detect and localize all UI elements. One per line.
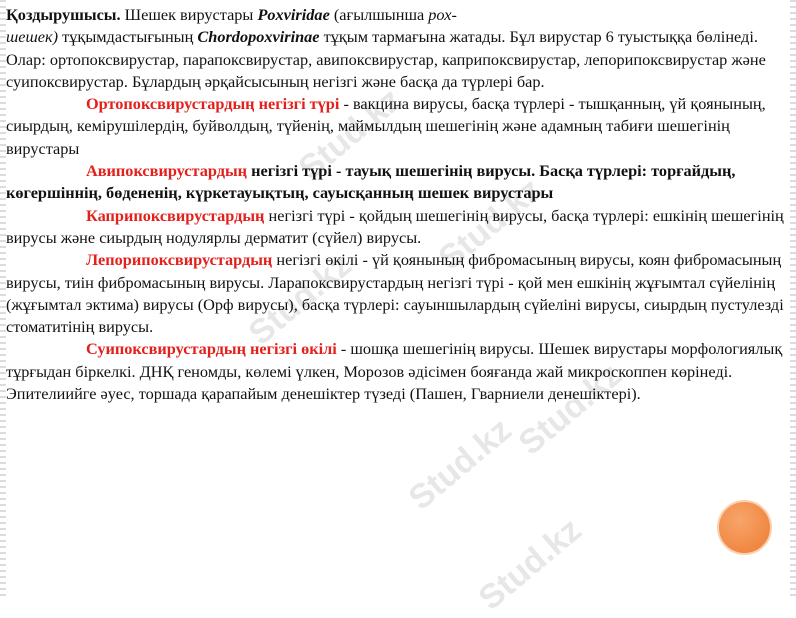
paragraph-avipox: Авипоксвирустардың негізгі түрі - тауық шешегінің вирусы. Басқа түрлері: торғайдың, көгершіннің, бөдененің, күркетауықтың, сауысқанның шешек вирустары bbox=[6, 161, 736, 203]
heading-pathogen: Қоздырушысы. bbox=[6, 5, 121, 24]
family-name: Poxviridae bbox=[257, 5, 330, 24]
suipox-heading: Суипоксвирустардың негізгі өкілі bbox=[86, 339, 337, 359]
paragraph-leporipox: Лепорипоксвирустардың негізгі өкілі - үй қоянының фибромасының вирусы, коян фибромасының вирусы, тиін фибромасының вирусы. Ларапоксвирустардың негізгі түрі - қой мен ешкінің жұғымтал сүйелінің (жұғымтал эктима) вирусы (Орф вирусы), басқа түрлері: сауыншылардың сүйеліні вирусы, сиырдың пустулезді стоматитінің вирусы. bbox=[6, 250, 784, 337]
paragraph-capripox: Каприпоксвирустардың негізгі түрі - қойдың шешегінің вирусы, басқа түрлері: ешкінің шешегінің вирусы және сиырдың нодулярлы дерматит (сүйел) вирусы. bbox=[6, 205, 784, 247]
leporipox-heading: Лепорипоксвирустардың bbox=[86, 250, 273, 270]
avipox-heading: Авипоксвирустардың bbox=[86, 161, 248, 181]
document-body bbox=[6, 4, 788, 405]
watermark: Stud.kz bbox=[291, 80, 409, 188]
paragraph-suipox: Суипоксвирустардың негізгі өкілі - шошқа шешегінің вирусы. Шешек вирустары морфологиялық тұрғыдан біркелкі. ДНҚ геномды, көлемі үлкен, Морозов әдісімен бояғанда жай микроскоппен көрінеді. Эпителиийге әуес, торшада қарапайым денешіктер түзеді (Пашен, Гварниели денешіктері). bbox=[6, 339, 783, 404]
paragraph-orthopox: Ортопоксвирустардың негізгі түрі - вакцина вирусы, басқа түрлері - тышқанның, үй қоянының, сиырдың, кемірушілердің, буйволдың, түйенің, маймылдың шешегінің және адамның табиғи шешегінің вирустары bbox=[6, 94, 766, 158]
right-border bbox=[790, 0, 796, 600]
watermark: Stud.kz bbox=[401, 410, 519, 518]
slide-decoration-circle bbox=[717, 500, 772, 555]
watermark: Stud.kz bbox=[241, 245, 359, 353]
capripox-heading: Каприпоксвирустардың bbox=[86, 205, 265, 225]
orthopox-heading: Ортопоксвирустардың негізгі түрі bbox=[86, 94, 340, 114]
subfamily-name: Сһordopoxvirinae bbox=[197, 27, 320, 47]
watermark: Stud.kz bbox=[471, 510, 589, 618]
paragraph-pathogen: Қоздырушысы. Шешек вирустары Poxviridae (ағылшынша рох- шешек) тұқымдастығының Сһordopoxvirinae тұқым тармағына жатады. Бұл вирустар 6 туыстыққа бөлінеді. Олар: ортопоксвирустар, парапоксвирустар, авипоксвирустар, каприпоксвирустар, лепорипоксвирустар және суипоксвирустар. Бұлардың әрқайсысының негізгі және басқа да түрлері бар. bbox=[6, 5, 766, 91]
watermark: Stud.kz bbox=[511, 355, 629, 463]
watermark: Stud.kz bbox=[431, 170, 549, 278]
